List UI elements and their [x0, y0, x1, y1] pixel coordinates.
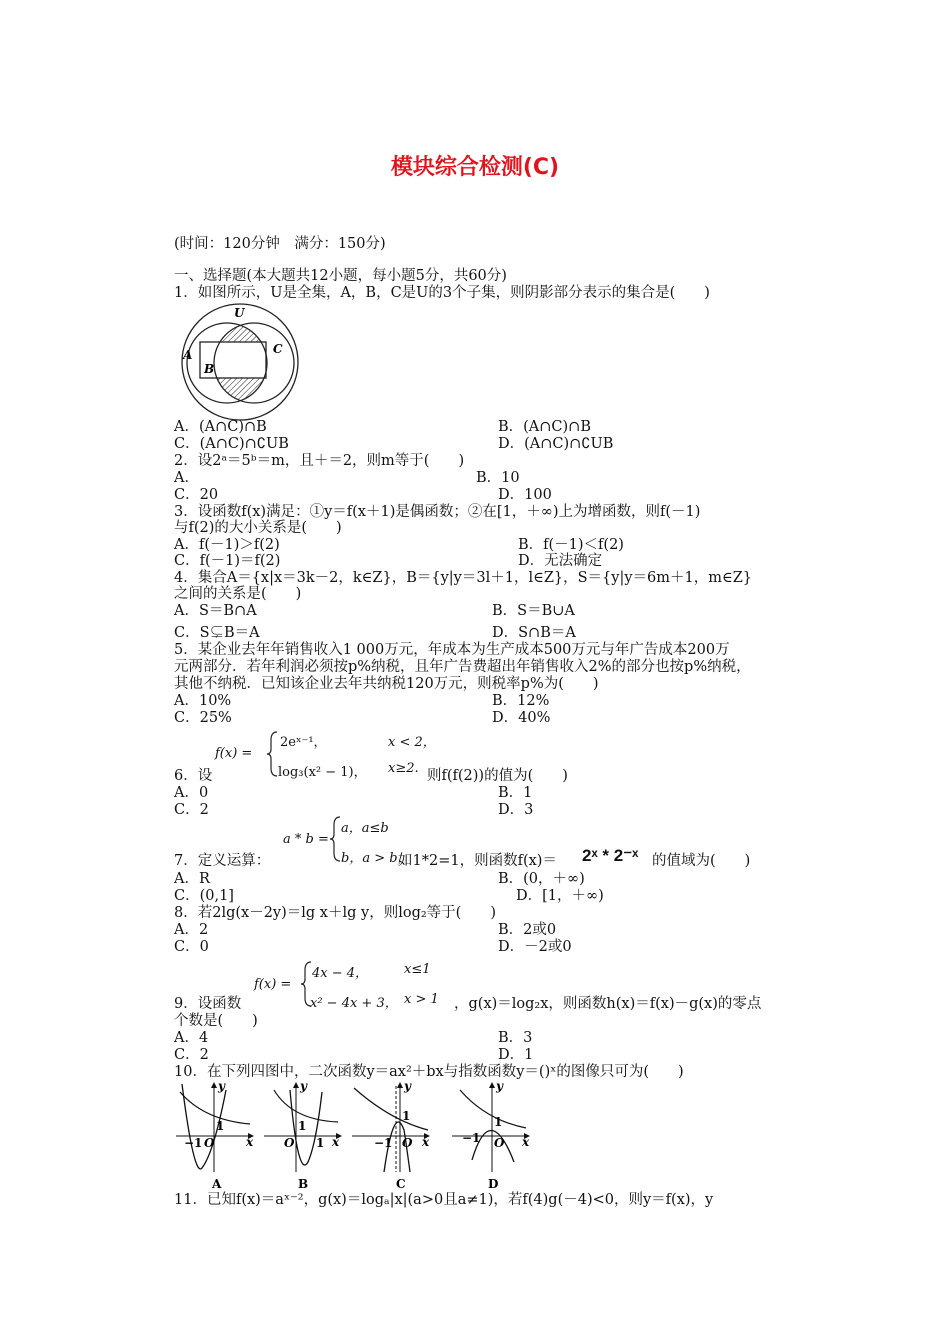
svg-text:1: 1: [494, 1115, 503, 1129]
q1-option-a: A．(A∩C)∩B: [174, 419, 267, 435]
q3-stem-line2: 与f(2)的大小关系是( ): [174, 520, 342, 536]
q3-option-a: A．f(－1)＞f(2): [174, 537, 280, 553]
exam-info: (时间：120分钟 满分：150分): [174, 236, 386, 252]
svg-text:1: 1: [216, 1119, 225, 1133]
q4-option-d: D．S∩B＝A: [492, 625, 576, 641]
q7-case2: b，a > b，: [341, 851, 411, 866]
q5-line1: 5．某企业去年年销售收入1 000万元，年成本为生产成本500万元与年广告成本200万: [174, 642, 730, 658]
svg-text:−1: −1: [462, 1131, 481, 1145]
q8-option-d: D．－2或0: [498, 939, 572, 955]
q8-option-c: C．0: [174, 939, 209, 955]
q10-stem: 10．在下列四图中，二次函数y＝ax²＋bx与指数函数y＝()ˣ的图像只可为( ): [174, 1064, 684, 1080]
q1-stem: 1．如图所示，U是全集，A，B，C是U的3个子集，则阴影部分表示的集合是( ): [174, 285, 710, 301]
q2-option-b: B．10: [476, 470, 520, 486]
q10-graph-d: [450, 1080, 532, 1190]
svg-text:x: x: [422, 1135, 430, 1149]
q9-case2: x² − 4x + 3，: [310, 996, 398, 1011]
svg-text:O: O: [204, 1136, 215, 1150]
svg-text:C: C: [396, 1177, 406, 1190]
q7-stem-pre: 7．定义运算：: [174, 853, 271, 869]
q10-graph-c: [350, 1080, 432, 1190]
q8-stem: 8．若2lg(x－2y)＝lg x＋lg y，则log₂等于( ): [174, 905, 496, 921]
q6-stem-pre: 6．设: [174, 768, 213, 784]
q6-case2-cond: x≥2.: [388, 761, 419, 776]
q4-option-c: C．S⊊B＝A: [174, 625, 260, 641]
q9-option-b: B．3: [498, 1030, 533, 1046]
q1-option-b: B．(A∩C)∩B: [498, 419, 591, 435]
venn-label-u: U: [234, 306, 245, 320]
q6-case1-cond: x < 2，: [388, 735, 436, 750]
venn-label-c: C: [273, 342, 283, 356]
q7-expression: 2ˣ * 2⁻ˣ: [582, 846, 639, 865]
q9-stem-pre: 9．设函数: [174, 996, 242, 1012]
q11-stem: 11．已知f(x)＝aˣ⁻²，g(x)＝logₐ|x|(a>0且a≠1)，若f(4)g(－4)<0，则y＝f(x)，y: [174, 1192, 714, 1208]
q10-graph-b: [262, 1080, 344, 1190]
q9-option-c: C．2: [174, 1047, 209, 1063]
q5-option-d: D．40%: [492, 710, 551, 726]
q6-case2: log₃(x² − 1)，: [278, 765, 367, 780]
venn-label-b: B: [204, 362, 215, 376]
svg-text:y: y: [300, 1080, 307, 1093]
q3-option-c: C．f(－1)＝f(2): [174, 553, 281, 569]
q5-option-c: C．25%: [174, 710, 232, 726]
q2-option-a: A．: [174, 470, 199, 486]
svg-text:1: 1: [402, 1109, 411, 1123]
svg-text:y: y: [496, 1080, 503, 1093]
q7-option-d: D．[1，＋∞): [516, 888, 604, 904]
q9-option-d: D．1: [498, 1047, 534, 1063]
svg-text:y: y: [404, 1080, 411, 1093]
page-title: 模块综合检测(C): [390, 155, 560, 180]
q6-fx-label: f(x) =: [215, 746, 253, 761]
q5-option-b: B．12%: [492, 693, 550, 709]
q4-stem-line2: 之间的关系是( ): [174, 586, 302, 602]
svg-text:x: x: [246, 1135, 254, 1149]
svg-text:x: x: [332, 1135, 340, 1149]
q3-option-b: B．f(－1)＜f(2): [518, 537, 624, 553]
svg-text:−1: −1: [184, 1136, 203, 1150]
q9-case1: 4x − 4，: [312, 966, 369, 981]
venn-label-a: A: [183, 348, 193, 362]
svg-text:−1: −1: [374, 1136, 393, 1150]
q7-lhs: a * b =: [283, 832, 329, 847]
q2-stem: 2．设2ᵃ＝5ᵇ＝m，且＋＝2，则m等于( ): [174, 453, 465, 469]
q7-option-a: A．R: [174, 871, 210, 887]
q6-stem-post: 则f(f(2))的值为( ): [427, 768, 568, 784]
q6-case1: 2eˣ⁻¹，: [280, 735, 327, 750]
q6-option-d: D．3: [498, 802, 534, 818]
q7-option-b: B．(0，＋∞): [498, 871, 585, 887]
venn-diagram: [176, 303, 306, 421]
q10-graph-a: [174, 1080, 256, 1190]
svg-text:y: y: [218, 1080, 225, 1093]
q9-case1-cond: x≤1: [404, 962, 431, 977]
q1-option-c: C．(A∩C)∩∁UB: [174, 436, 289, 452]
q7-option-c: C．(0,1]: [174, 888, 234, 904]
q9-stem-post: ，g(x)＝log₂x，则函数h(x)＝f(x)－g(x)的零点: [454, 996, 762, 1012]
svg-text:x: x: [522, 1135, 530, 1149]
section-heading: 一、选择题(本大题共12小题，每小题5分，共60分): [174, 268, 507, 284]
q5-option-a: A．10%: [174, 693, 232, 709]
q9-case2-cond: x > 1: [404, 992, 439, 1007]
q7-stem-post: 的值域为( ): [652, 853, 751, 869]
q4-option-a: A．S＝B∩A: [174, 603, 257, 619]
q5-line3: 其他不纳税．已知该企业去年共纳税120万元，则税率p%为( ): [174, 676, 599, 692]
q9-lhs: f(x) =: [254, 977, 292, 992]
q8-option-b: B．2或0: [498, 922, 557, 938]
q3-stem-line1: 3．设函数f(x)满足：①y＝f(x＋1)是偶函数；②在[1，＋∞)上为增函数，则f(－1): [174, 504, 701, 520]
q6-option-c: C．2: [174, 802, 209, 818]
q2-option-d: D．100: [498, 487, 552, 503]
q7-stem-mid: 如1*2=1，则函数f(x)＝: [398, 853, 557, 869]
q6-option-b: B．1: [498, 785, 533, 801]
q1-option-d: D．(A∩C)∩∁UB: [498, 436, 614, 452]
q9-option-a: A．4: [174, 1030, 209, 1046]
q6-option-a: A．0: [174, 785, 209, 801]
svg-text:O: O: [402, 1136, 413, 1150]
svg-text:O: O: [494, 1136, 505, 1150]
q3-option-d: D．无法确定: [518, 553, 603, 569]
q5-line2: 元两部分．若年利润必须按p%纳税，且年广告费超出年销售收入2%的部分也按p%纳税，: [174, 659, 751, 675]
svg-text:B: B: [298, 1177, 309, 1190]
svg-text:1: 1: [298, 1119, 307, 1133]
q9-stem-line2: 个数是( ): [174, 1013, 258, 1029]
svg-text:A: A: [212, 1177, 222, 1190]
q4-option-b: B．S＝B∪A: [492, 603, 575, 619]
q8-option-a: A．2: [174, 922, 209, 938]
q7-case1: a，a≤b: [341, 821, 389, 836]
svg-text:O: O: [284, 1136, 295, 1150]
q2-option-c: C．20: [174, 487, 219, 503]
svg-text:1: 1: [316, 1136, 325, 1150]
svg-text:D: D: [488, 1177, 499, 1190]
q4-stem-line1: 4．集合A＝{x|x＝3k－2，k∈Z}，B＝{y|y＝3l＋1，l∈Z}，S＝{y|y＝6m＋1，m∈Z}: [174, 570, 753, 586]
